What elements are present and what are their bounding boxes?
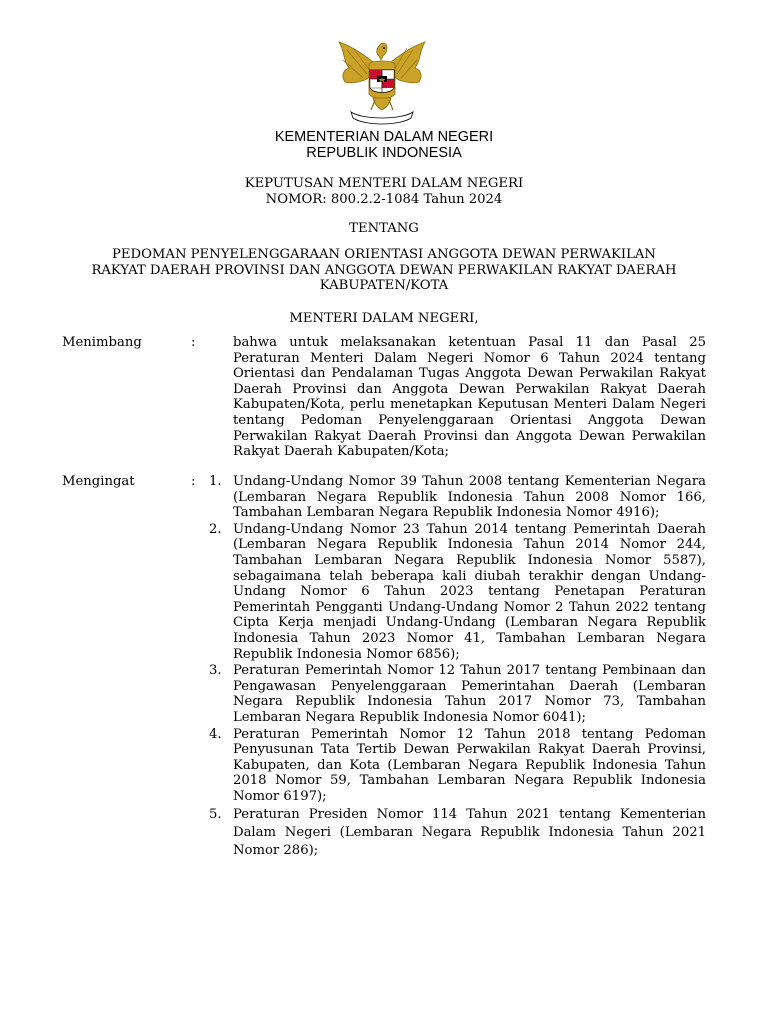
subject-line-1: PEDOMAN PENYELENGGARAAN ORIENTASI ANGGOTA DEWAN PERWAKILAN: [112, 247, 656, 262]
list-item-text: Undang-Undang Nomor 39 Tahun 2008 tentang Kementerian Negara (Lembaran Negara Republik Indonesia Tahun 2008 Nomor 166, Tambahan Lembaran Negara Republik Indonesia Nomor 4916);: [233, 474, 706, 521]
list-item-text: Undang-Undang Nomor 23 Tahun 2014 tentang Pemerintah Daerah (Lembaran Negara Republik Indonesia Tahun 2014 Nomor 244, Tambahan Lembaran Negara Republik Indonesia Nomor 5587), sebagaimana telah beberapa kali diubah terakhir dengan Undang-Undang Nomor 6 Tahun 2023 tentang Penetapan Peraturan Pemerintah Pengganti Undang-Undang Nomor 2 Tahun 2022 tentang Cipta Kerja menjadi Undang-Undang (Lembaran Negara Republik Indonesia Tahun 2023 Nomor 41, Tambahan Lembaran Negara Republik Indonesia Nomor 6856);: [233, 521, 706, 662]
list-item: [209, 474, 706, 521]
ministry-header: [0, 129, 768, 161]
remembering-colon: :: [191, 474, 196, 489]
ministry-name: KEMENTERIAN DALAM NEGERI: [274, 129, 494, 145]
considering-label: Menimbang: [62, 335, 142, 350]
list-item: [209, 806, 706, 860]
subject-line-3: KABUPATEN/KOTA: [319, 278, 449, 294]
decree-number: NOMOR: 800.2.2-1084 Tahun 2024: [265, 191, 503, 207]
list-item-number: 4.: [209, 726, 222, 742]
list-item-text: Peraturan Presiden Nomor 114 Tahun 2021 tentang Kementerian Dalam Negeri (Lembaran Negara Republik Indonesia Tahun 2021 Nomor 286);: [233, 807, 706, 859]
decree-header: [0, 176, 768, 207]
list-item-text: Peraturan Pemerintah Nomor 12 Tahun 2018 tentang Pedoman Penyusunan Tata Tertib Dewan Perwakilan Rakyat Daerah Provinsi, Kabupaten, dan Kota (Lembaran Negara Republik Indonesia Tahun 2018 Nomor 59, Tambahan Lembaran Negara Republik Indonesia Nomor 6197);: [233, 726, 706, 804]
considering-text: bahwa untuk melaksanakan ketentuan Pasal 11 dan Pasal 25 Peraturan Menteri Dalam Negeri Nomor 6 Tahun 2024 tentang Orientasi dan Pendalaman Tugas Anggota Dewan Perwakilan Rakyat Daerah Provinsi dan Anggota Dewan Perwakilan Rakyat Daerah Kabupaten/Kota, perlu menetapkan Keputusan Menteri Dalam Negeri tentang Pedoman Penyelenggaraan Orientasi Anggota Dewan Perwakilan Rakyat Daerah Provinsi dan Anggota Dewan Perwakilan Rakyat Daerah Kabupaten/Kota;: [233, 335, 706, 460]
considering-colon: :: [191, 335, 196, 350]
list-item-number: 1.: [209, 474, 222, 489]
garuda-emblem-icon: [329, 38, 435, 130]
minister-heading: MENTERI DALAM NEGERI,: [289, 311, 479, 326]
decree-subject: [0, 247, 768, 294]
list-item: [209, 522, 706, 662]
list-item-number: 5.: [209, 807, 222, 823]
list-item-number: 2.: [209, 521, 222, 537]
remembering-label: Mengingat: [62, 474, 135, 489]
subject-line-2: RAKYAT DAERAH PROVINSI DAN ANGGOTA DEWAN PERWAKILAN RAKYAT DAERAH: [91, 262, 677, 278]
list-item: [209, 727, 706, 805]
list-item-text: Peraturan Pemerintah Nomor 12 Tahun 2017 tentang Pembinaan dan Pengawasan Penyelenggaraan Pemerintahan Daerah (Lembaran Negara Republik Indonesia Tahun 2017 Nomor 73, Tambahan Lembaran Negara Republik Indonesia Nomor 6041);: [233, 663, 706, 725]
list-item-number: 3.: [209, 663, 222, 679]
legal-basis-list: [209, 474, 706, 860]
decree-title: KEPUTUSAN MENTERI DALAM NEGERI: [244, 176, 524, 191]
country-name: REPUBLIK INDONESIA: [306, 145, 462, 161]
list-item: [209, 663, 706, 725]
about-heading: TENTANG: [349, 221, 419, 236]
